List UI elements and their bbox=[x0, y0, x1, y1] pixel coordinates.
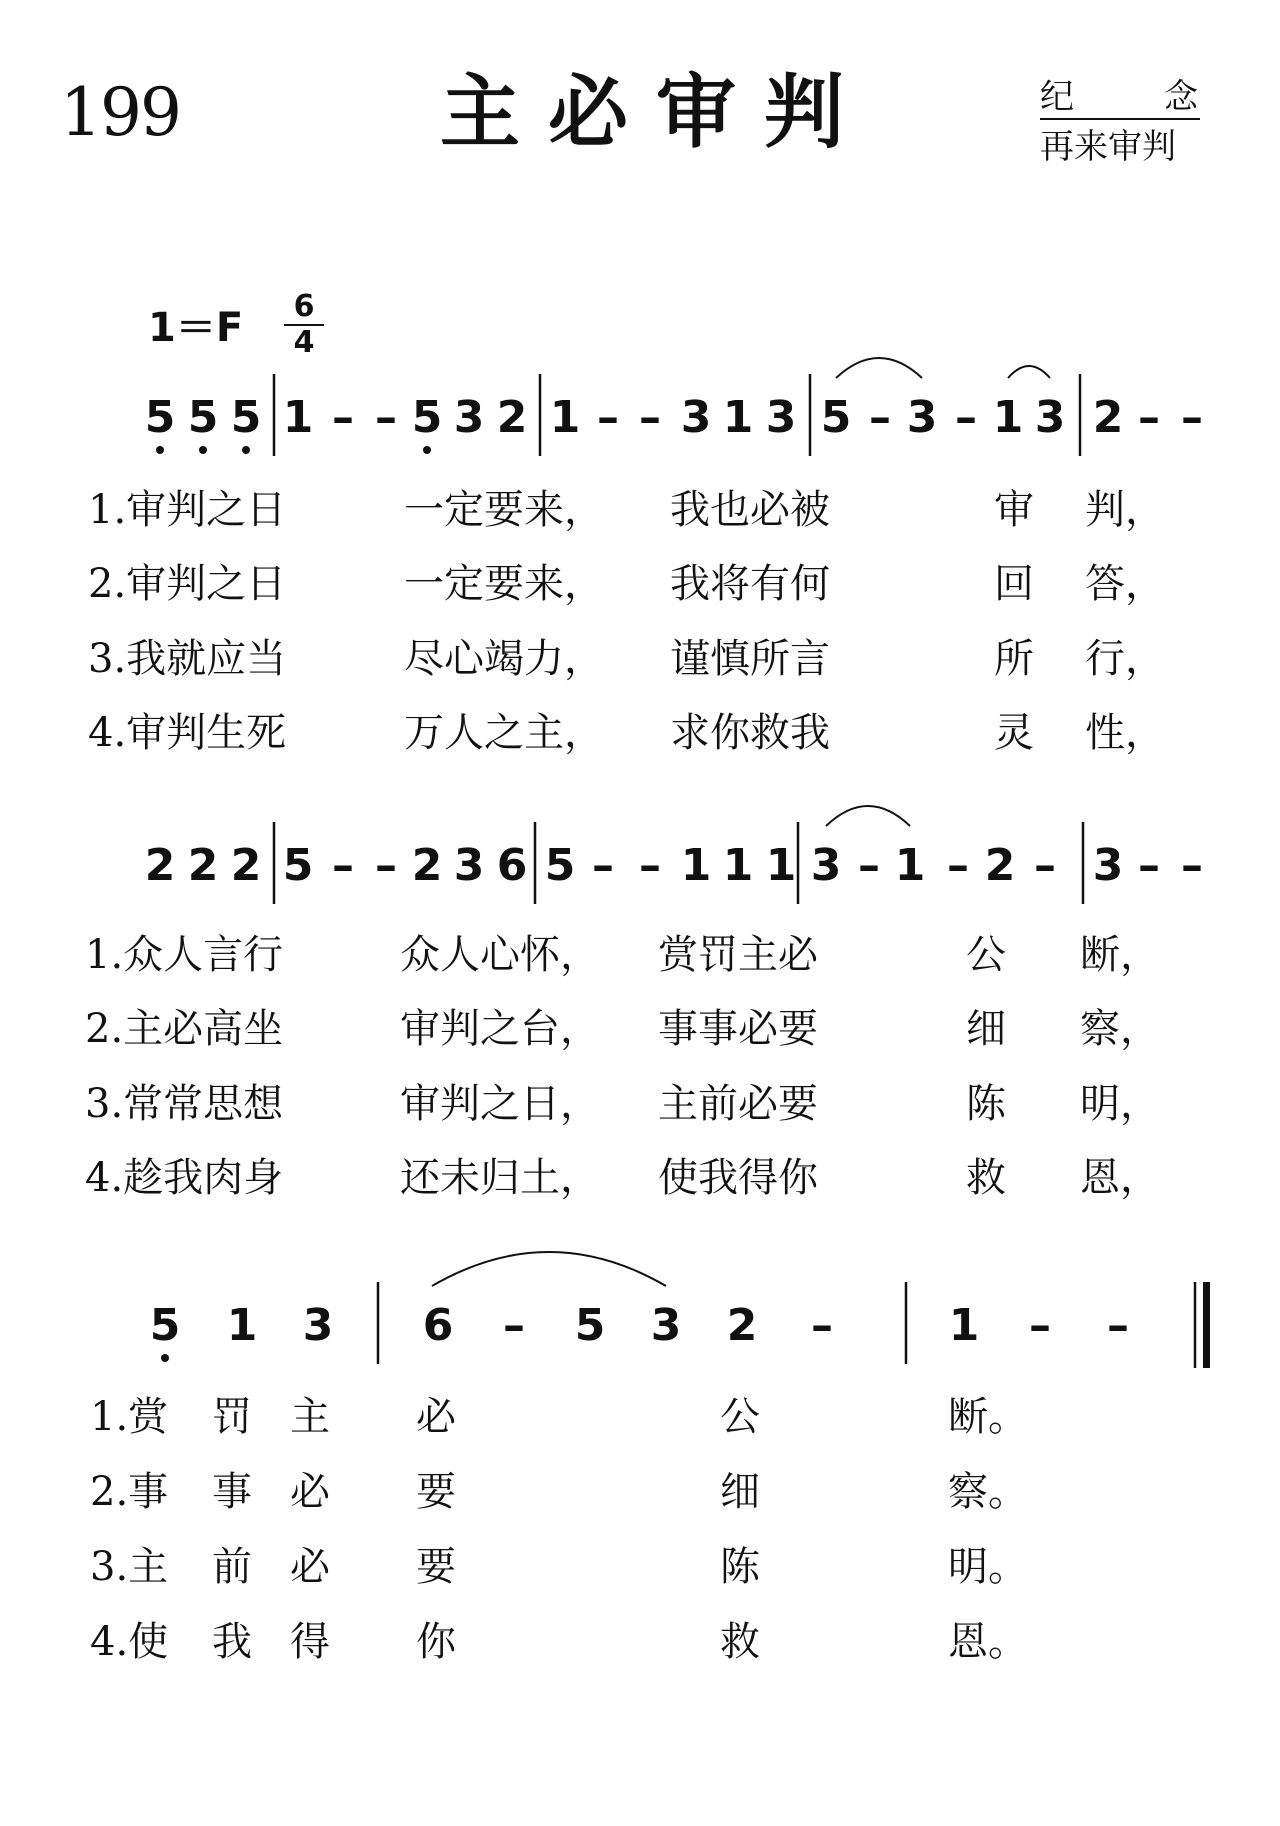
extension-dash: – bbox=[858, 840, 880, 891]
meter-top: 6 bbox=[293, 289, 315, 324]
note: 5 bbox=[187, 392, 219, 443]
note: 1 bbox=[765, 840, 797, 891]
category-bottom: 再来审判 bbox=[1040, 127, 1176, 167]
note: 5 bbox=[144, 392, 176, 443]
lyric-segment: 使我得你 bbox=[658, 1155, 818, 1201]
lyric-segment: 灵 bbox=[994, 710, 1034, 756]
note: 3 bbox=[453, 840, 485, 891]
note: 3 bbox=[1092, 840, 1124, 891]
note: 2 bbox=[984, 840, 1016, 891]
lyric-segment: 审判之日， bbox=[400, 1081, 600, 1127]
lyric-segment: 2.事 bbox=[90, 1469, 169, 1515]
lyric-segment: 行， bbox=[1085, 636, 1165, 682]
note: 5 bbox=[411, 392, 443, 443]
extension-dash: – bbox=[1138, 392, 1160, 443]
lyric-segment: 2.主必高坐 bbox=[85, 1006, 284, 1052]
lyric-segment: 万人之主， bbox=[404, 710, 604, 756]
lyric-segment: 1.众人言行 bbox=[85, 932, 284, 978]
extension-dash: – bbox=[1181, 392, 1203, 443]
lyric-segment: 1.赏 bbox=[90, 1394, 169, 1440]
note: 5 bbox=[544, 840, 576, 891]
lyric-segment: 细 bbox=[966, 1006, 1006, 1052]
meter-bottom: 4 bbox=[293, 325, 315, 360]
lyric-segment: 前 bbox=[212, 1544, 252, 1590]
extension-dash: – bbox=[1107, 1300, 1129, 1351]
note: 1 bbox=[282, 392, 314, 443]
lower-octave-dot bbox=[242, 446, 250, 454]
lyric-segment: 我也必被 bbox=[670, 487, 830, 533]
lower-octave-dot bbox=[423, 446, 431, 454]
lyric-segment: 事事必要 bbox=[658, 1006, 818, 1052]
lyric-segment: 答， bbox=[1085, 561, 1165, 607]
extension-dash: – bbox=[375, 840, 397, 891]
lyric-segment: 性， bbox=[1085, 710, 1165, 756]
lyric-segment: 审 bbox=[994, 487, 1034, 533]
note: 3 bbox=[1034, 392, 1066, 443]
lyric-segment: 得 bbox=[290, 1619, 330, 1665]
lyric-segment: 陈 bbox=[966, 1081, 1006, 1127]
lyric-segment: 公 bbox=[966, 932, 1006, 978]
note: 5 bbox=[282, 840, 314, 891]
note: 2 bbox=[496, 392, 528, 443]
lyric-segment: 救 bbox=[966, 1155, 1006, 1201]
lyric-segment: 谨慎所言 bbox=[670, 636, 830, 682]
lyric-segment: 要 bbox=[416, 1544, 456, 1590]
note: 2 bbox=[726, 1300, 758, 1351]
lower-octave-dot bbox=[156, 446, 164, 454]
slur bbox=[432, 1252, 666, 1286]
extension-dash: – bbox=[597, 392, 619, 443]
extension-dash: – bbox=[947, 840, 969, 891]
lyric-segment: 断， bbox=[1080, 932, 1160, 978]
lyric-segment: 主前必要 bbox=[658, 1081, 818, 1127]
lyric-segment: 4.使 bbox=[90, 1619, 169, 1665]
note: 1 bbox=[549, 392, 581, 443]
final-barline-thick bbox=[1203, 1282, 1210, 1368]
extension-dash: – bbox=[592, 840, 614, 891]
extension-dash: – bbox=[503, 1300, 525, 1351]
note: 2 bbox=[411, 840, 443, 891]
extension-dash: – bbox=[375, 392, 397, 443]
lyric-segment: 我 bbox=[212, 1619, 252, 1665]
note: 2 bbox=[187, 840, 219, 891]
note: 3 bbox=[302, 1300, 334, 1351]
lyric-segment: 必 bbox=[290, 1469, 330, 1515]
lyric-segment: 事 bbox=[212, 1469, 252, 1515]
lyric-segment: 必 bbox=[416, 1394, 456, 1440]
extension-dash: – bbox=[639, 840, 661, 891]
extension-dash: – bbox=[639, 392, 661, 443]
note: 1 bbox=[722, 840, 754, 891]
slur bbox=[826, 806, 910, 826]
note: 1 bbox=[992, 392, 1024, 443]
slur bbox=[1008, 366, 1050, 378]
lyric-segment: 3.主 bbox=[90, 1544, 169, 1590]
note: 2 bbox=[144, 840, 176, 891]
lyric-segment: 判， bbox=[1085, 487, 1165, 533]
slur bbox=[836, 358, 922, 378]
note: 1 bbox=[226, 1300, 258, 1351]
note: 3 bbox=[810, 840, 842, 891]
lyric-segment: 要 bbox=[416, 1469, 456, 1515]
extension-dash: – bbox=[332, 840, 354, 891]
lyric-segment: 4.审判生死 bbox=[88, 710, 287, 756]
lower-octave-dot bbox=[161, 1354, 169, 1362]
note: 1 bbox=[680, 840, 712, 891]
lyric-segment: 众人心怀， bbox=[400, 932, 600, 978]
lyric-segment: 4.趁我肉身 bbox=[85, 1155, 284, 1201]
lyric-segment: 3.我就应当 bbox=[88, 636, 287, 682]
note: 1 bbox=[722, 392, 754, 443]
lyric-segment: 求你救我 bbox=[670, 710, 830, 756]
extension-dash: – bbox=[1034, 840, 1056, 891]
hymn-number: 199 bbox=[60, 74, 180, 151]
extension-dash: – bbox=[811, 1300, 833, 1351]
note: 3 bbox=[453, 392, 485, 443]
lyric-segment: 察， bbox=[1080, 1006, 1160, 1052]
lyric-segment: 审判之台， bbox=[400, 1006, 600, 1052]
lyric-segment: 还未归土， bbox=[400, 1155, 600, 1201]
lyric-segment: 明。 bbox=[948, 1544, 1028, 1590]
note: 5 bbox=[149, 1300, 181, 1351]
note: 5 bbox=[574, 1300, 606, 1351]
lyric-segment: 回 bbox=[994, 561, 1034, 607]
lyric-segment: 2.审判之日 bbox=[88, 561, 287, 607]
note: 3 bbox=[906, 392, 938, 443]
hymn-title: 主必审判 bbox=[440, 65, 872, 159]
extension-dash: – bbox=[332, 392, 354, 443]
note: 3 bbox=[650, 1300, 682, 1351]
note: 6 bbox=[422, 1300, 454, 1351]
category-top-char-1: 纪 bbox=[1040, 77, 1074, 117]
lyric-segment: 救 bbox=[720, 1619, 760, 1665]
lyric-segment: 我将有何 bbox=[670, 561, 830, 607]
lyric-segment: 陈 bbox=[720, 1544, 760, 1590]
note: 2 bbox=[230, 840, 262, 891]
lyric-segment: 1.审判之日 bbox=[88, 487, 287, 533]
lyric-segment: 罚 bbox=[212, 1394, 252, 1440]
lyric-segment: 断。 bbox=[948, 1394, 1028, 1440]
lyric-segment: 恩， bbox=[1080, 1155, 1160, 1201]
note: 2 bbox=[1092, 392, 1124, 443]
lyric-segment: 恩。 bbox=[948, 1619, 1028, 1665]
lyric-segment: 尽心竭力， bbox=[404, 636, 604, 682]
lyric-segment: 一定要来， bbox=[404, 561, 604, 607]
lyric-segment: 你 bbox=[416, 1619, 456, 1665]
note: 3 bbox=[680, 392, 712, 443]
note: 1 bbox=[948, 1300, 980, 1351]
note: 5 bbox=[820, 392, 852, 443]
lyric-segment: 公 bbox=[720, 1394, 760, 1440]
lyric-segment: 细 bbox=[720, 1469, 760, 1515]
lyric-segment: 必 bbox=[290, 1544, 330, 1590]
lyric-segment: 一定要来， bbox=[404, 487, 604, 533]
lyric-segment: 明， bbox=[1080, 1081, 1160, 1127]
note: 5 bbox=[230, 392, 262, 443]
lyric-segment: 察。 bbox=[948, 1469, 1028, 1515]
note: 1 bbox=[894, 840, 926, 891]
extension-dash: – bbox=[955, 392, 977, 443]
extension-dash: – bbox=[1138, 840, 1160, 891]
key-signature: 1＝F bbox=[148, 305, 244, 351]
lyric-segment: 3.常常思想 bbox=[85, 1081, 284, 1127]
extension-dash: – bbox=[869, 392, 891, 443]
note: 6 bbox=[496, 840, 528, 891]
lower-octave-dot bbox=[199, 446, 207, 454]
category-top-char-2: 念 bbox=[1164, 77, 1198, 117]
note: 3 bbox=[765, 392, 797, 443]
extension-dash: – bbox=[1181, 840, 1203, 891]
lyric-segment: 所 bbox=[994, 636, 1034, 682]
extension-dash: – bbox=[1029, 1300, 1051, 1351]
lyric-segment: 主 bbox=[290, 1394, 330, 1440]
lyric-segment: 赏罚主必 bbox=[658, 932, 818, 978]
